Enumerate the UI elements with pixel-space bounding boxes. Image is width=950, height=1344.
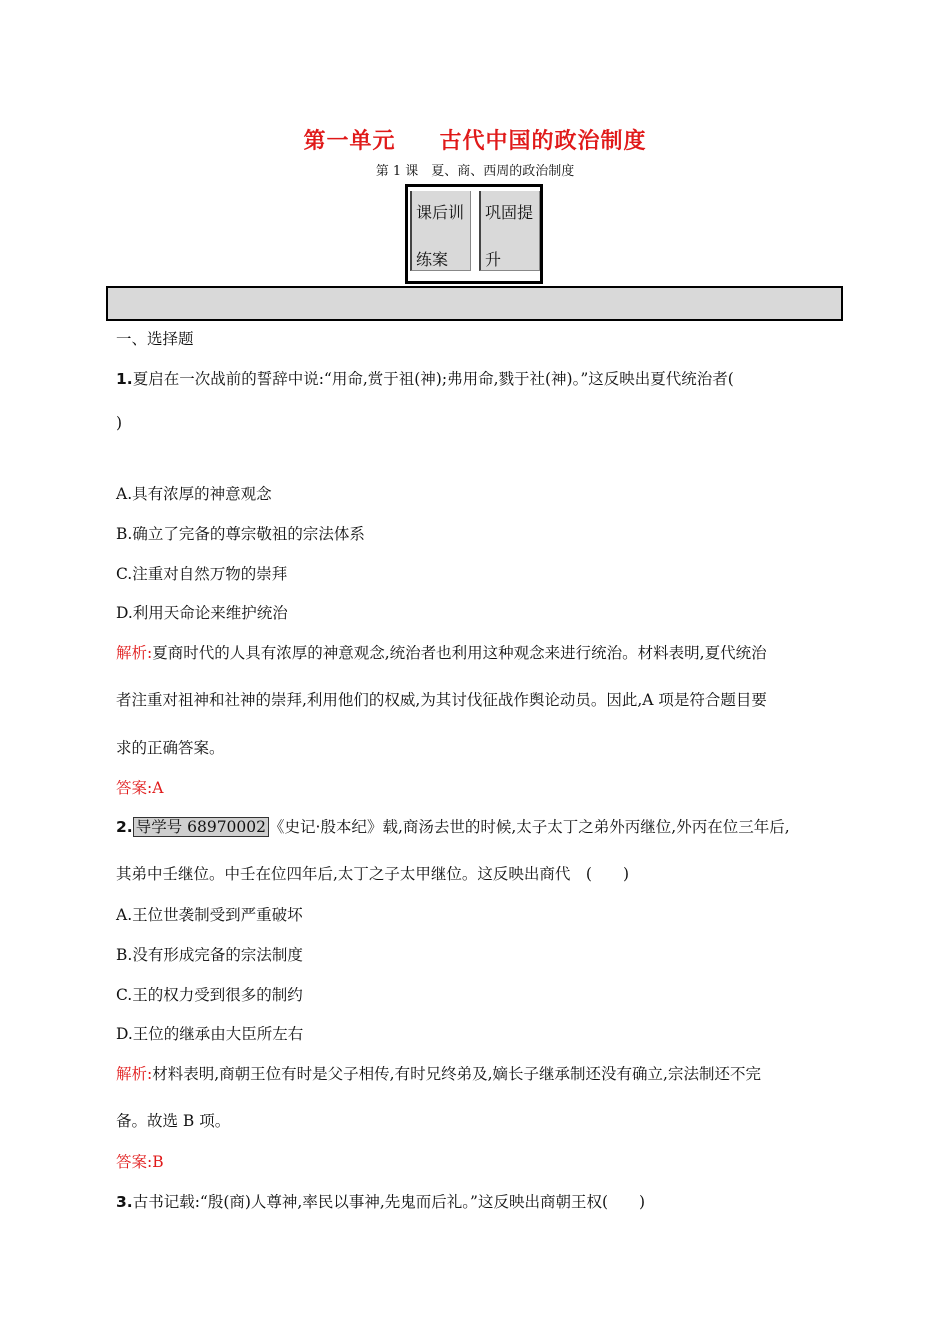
tab-consolidate[interactable] bbox=[479, 191, 540, 271]
q3-stem bbox=[116, 1190, 645, 1212]
tab-consolidate-line1: 巩固提 bbox=[485, 203, 534, 222]
q1-answer-label: 答案: bbox=[116, 779, 153, 797]
q2-stem-line2: 其弟中壬继位。中壬在位四年后,太丁之子太甲继位。这反映出商代 ( ) bbox=[116, 865, 630, 883]
q1-number: 1. bbox=[116, 370, 133, 388]
q3-number: 3. bbox=[116, 1193, 133, 1211]
section-banner bbox=[106, 286, 843, 321]
unit-topic: 古代中国的政治制度 bbox=[439, 129, 647, 154]
tab-homework[interactable] bbox=[410, 191, 471, 271]
q2-analysis-label: 解析: bbox=[116, 1065, 153, 1083]
unit-label: 第一单元 bbox=[303, 129, 396, 154]
section-heading: 一、选择题 bbox=[116, 330, 194, 348]
q2-analysis bbox=[116, 1062, 761, 1084]
q1-stem-line2: ) bbox=[116, 414, 123, 432]
tab-homework-line2: 练案 bbox=[416, 250, 449, 269]
q2-option-d[interactable]: D.王位的继承由大臣所左右 bbox=[116, 1025, 304, 1043]
tab-homework-line1: 课后训 bbox=[416, 203, 465, 222]
q1-option-c[interactable]: C.注重对自然万物的崇拜 bbox=[116, 565, 288, 583]
q2-answer-label: 答案: bbox=[116, 1153, 153, 1171]
q2-stem-line1: 《史记·殷本纪》载,商汤去世的时候,太子太丁之弟外丙继位,外丙在位三年后, bbox=[269, 818, 790, 836]
q2-guide-tag[interactable]: 导学号 68970002 bbox=[133, 817, 269, 837]
q2-answer-value: B bbox=[152, 1153, 164, 1171]
q1-analysis-label: 解析: bbox=[116, 644, 153, 662]
q2-answer bbox=[116, 1150, 164, 1172]
q2-option-a[interactable]: A.王位世袭制受到严重破坏 bbox=[116, 906, 303, 924]
q1-analysis-line1: 夏商时代的人具有浓厚的神意观念,统治者也利用这种观念来进行统治。材料表明,夏代统治 bbox=[152, 644, 767, 662]
lesson-title: 第 1 课 夏、商、西周的政治制度 bbox=[375, 164, 575, 179]
q3-stem-line1: 古书记载:“殷(商)人尊神,率民以事神,先鬼而后礼。”这反映出商朝王权( ) bbox=[132, 1193, 646, 1211]
q1-answer bbox=[116, 776, 163, 798]
q1-analysis bbox=[116, 641, 767, 663]
q1-answer-value: A bbox=[152, 779, 164, 797]
q1-option-d[interactable]: D.利用天命论来维护统治 bbox=[116, 604, 288, 622]
q2-option-b[interactable]: B.没有形成完备的宗法制度 bbox=[116, 946, 303, 964]
q1-stem bbox=[116, 367, 734, 389]
q2-analysis-line2: 备。故选 B 项。 bbox=[116, 1112, 231, 1130]
tab-consolidate-line2: 升 bbox=[485, 250, 502, 269]
q1-analysis-line2: 者注重对祖神和社神的崇拜,利用他们的权威,为其讨伐征战作舆论动员。因此,A 项是符合题目要 bbox=[116, 691, 767, 709]
q1-stem-line1: 夏启在一次战前的誓辞中说:“用命,赏于祖(神);弗用命,戮于社(神)。”这反映出夏代统治者( bbox=[132, 370, 734, 388]
unit-title bbox=[0, 124, 950, 155]
q1-option-a[interactable]: A.具有浓厚的神意观念 bbox=[116, 485, 272, 503]
q2-stem bbox=[116, 815, 790, 837]
q2-analysis-line1: 材料表明,商朝王位有时是父子相传,有时兄终弟及,嫡长子继承制还没有确立,宗法制还不完 bbox=[152, 1065, 761, 1083]
q1-analysis-line3: 求的正确答案。 bbox=[116, 739, 225, 757]
q2-option-c[interactable]: C.王的权力受到很多的制约 bbox=[116, 986, 303, 1004]
q1-option-b[interactable]: B.确立了完备的尊宗敬祖的宗法体系 bbox=[116, 525, 365, 543]
tab-box bbox=[405, 184, 543, 284]
q2-number: 2. bbox=[116, 818, 133, 836]
